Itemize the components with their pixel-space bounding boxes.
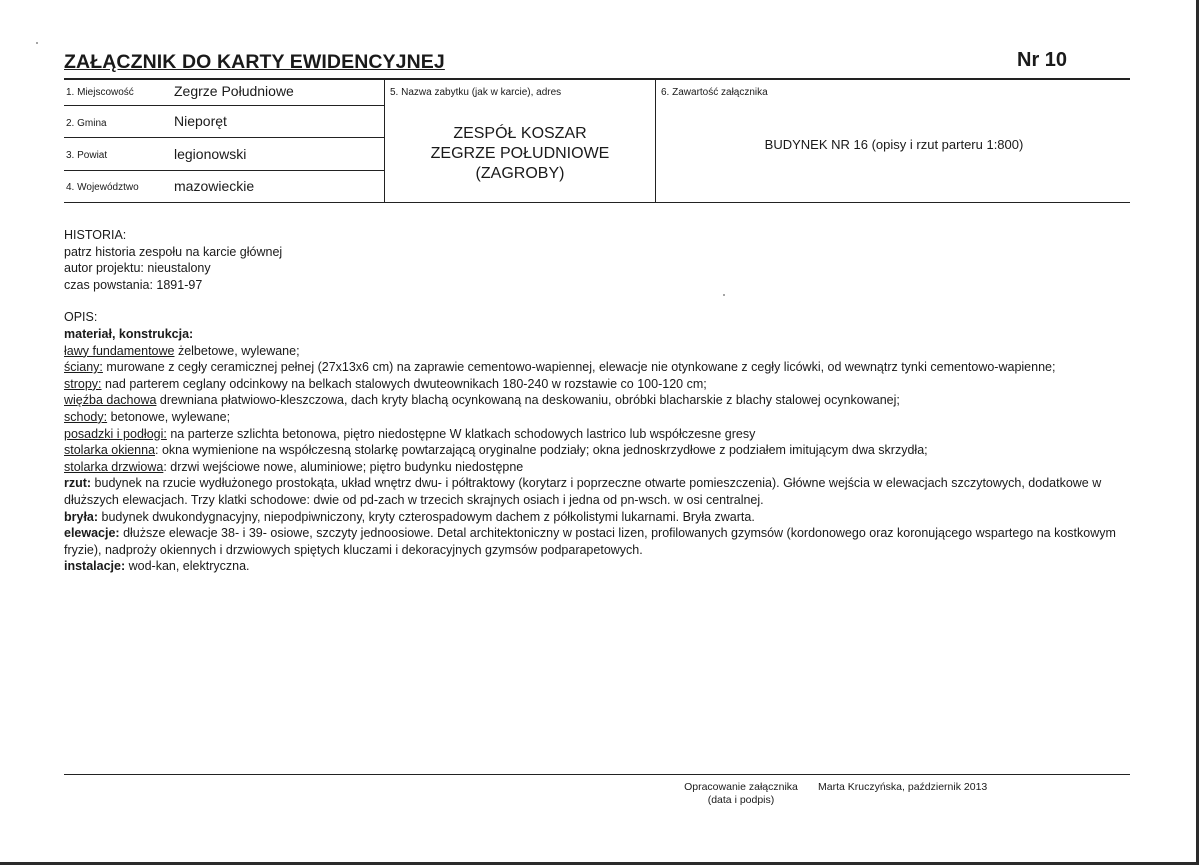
miejscowosc-label: 1. Miejscowość — [66, 87, 134, 98]
opis-item — [64, 409, 1124, 426]
row-rule-1 — [64, 105, 384, 106]
opis-item — [64, 459, 1124, 476]
opis-item — [64, 376, 1124, 393]
opis-item-term: stropy: — [64, 376, 102, 391]
opis-item-term: stolarka drzwiowa — [64, 459, 164, 474]
opis-section-term: elewacje: — [64, 526, 120, 541]
opis-item-text: : okna wymienione na współczesną stolarkę powtarzającą oryginalne podziały; okna jednoskrzydłowe z podziałem imitującym dwa skrzydła; — [155, 443, 928, 458]
opis-section-text: wod-kan, elektryczna. — [125, 559, 250, 574]
opis-item-term: posadzki i podłogi: — [64, 426, 167, 441]
opis-item-text: : drzwi wejściowe nowe, aluminiowe; piętro budynku niedostępne — [163, 459, 524, 474]
footer-prepared-line-1: Opracowanie załącznika — [684, 781, 798, 793]
opis-item — [64, 392, 1124, 409]
powiat-value: legionowski — [174, 146, 247, 162]
historia-line-1: patrz historia zespołu na karcie głównej — [64, 244, 283, 259]
opis-item-term: stolarka okienna — [64, 443, 156, 458]
opis-item-text: murowane z cegły ceramicznej pełnej (27x13x6 cm) na zaprawie cementowo-wapiennej, elewacje nie otynkowane z cegły licówki, od wewnątrz tynki cementowo-wapienne; — [102, 360, 1056, 375]
opis-section-text: budynek na rzucie wydłużonego prostokąta, układ wnętrz dwu- i półtraktowy (korytarz i poprzeczne otwarte pomieszczenia). Główne wejścia w elewacjach szczytowych, dodatkowe w dłuższych elewacjach. Trzy klatki schodowe: dwie od pd-zach w trzecich skrajnych osiach i jedna od pn-wsch. w osi centralnej. — [64, 476, 1102, 507]
historia-heading: HISTORIA: — [64, 228, 127, 242]
row-rule-3 — [64, 170, 384, 171]
gmina-label: 2. Gmina — [66, 118, 107, 129]
opis-item-term: więźba dachowa — [64, 393, 157, 408]
opis-item — [64, 426, 1124, 443]
opis-section-term: instalacje: — [64, 559, 126, 574]
powiat-label: 3. Powiat — [66, 150, 108, 161]
opis-section — [64, 558, 1124, 575]
table-bottom-rule — [64, 202, 1130, 203]
opis-item-text: betonowe, wylewane; — [107, 409, 231, 424]
miejscowosc-value: Zegrze Południowe — [174, 83, 294, 99]
footer-prepared-line-2: (data i podpis) — [707, 794, 775, 806]
opis-item-text: żelbetowe, wylewane; — [174, 343, 300, 358]
opis-item — [64, 343, 1124, 360]
table-top-rule — [64, 78, 1130, 80]
zawartosc-value: BUDYNEK NR 16 (opisy i rzut parteru 1:800) — [764, 137, 1024, 152]
opis-item-term: schody: — [64, 409, 108, 424]
scan-speck — [36, 42, 38, 44]
opis-item-text: drewniana płatwiowo-kleszczowa, dach kryty blachą ocynkowaną na deskowaniu, obróbki blacharskie z blachy stalowej ocynkowanej; — [156, 393, 900, 408]
opis-section-term: bryła: — [64, 509, 99, 524]
opis-section — [64, 525, 1124, 558]
nazwa-line-2: ZEGRZE POŁUDNIOWE — [430, 145, 610, 162]
nazwa-line-3: (ZAGROBY) — [475, 165, 565, 182]
footer-author: Marta Kruczyńska, październik 2013 — [818, 781, 988, 793]
scan-speck — [723, 294, 725, 296]
opis-section-text: dłuższe elewacje 38- i 39- osiowe, szczyty jednoosiowe. Detal architektoniczny w postaci lizen, profilowanych gzymsów (kordonowego oraz koronującego wspartego na kostkowym fryzie), nadproży okiennych i drzwiowych spiętych kluczami i dekoracyjnych gzymsów podparapetowych. — [64, 526, 1116, 557]
opis-section-text: budynek dwukondygnacyjny, niepodpiwniczony, kryty czterospadowym dachem z półkolistymi lukarnami. Bryła zwarta. — [98, 509, 755, 524]
opis-item-text: na parterze szlichta betonowa, piętro niedostępne W klatkach schodowych lastrico lub współczesne gresy — [166, 426, 756, 441]
row-rule-2 — [64, 137, 384, 138]
nazwa-label: 5. Nazwa zabytku (jak w karcie), adres — [390, 87, 562, 98]
opis-item-text: nad parterem ceglany odcinkowy na belkach stalowych dwuteownikach 180-240 w rozstawie co 100-120 cm; — [101, 376, 707, 391]
opis-section — [64, 475, 1124, 508]
opis-section-term: rzut: — [64, 476, 92, 491]
opis-item — [64, 442, 1124, 459]
opis-item-term: ściany: — [64, 360, 103, 375]
opis-heading: OPIS: — [64, 310, 98, 325]
gmina-value: Nieporęt — [174, 113, 227, 129]
nazwa-line-1: ZESPÓŁ KOSZAR — [453, 125, 587, 142]
nazwa-value — [384, 124, 656, 184]
document-body — [64, 227, 1124, 575]
opis-subheading: materiał, konstrukcja: — [64, 326, 194, 341]
historia-line-3: czas powstania: 1891-97 — [64, 277, 203, 292]
wojewodztwo-value: mazowieckie — [174, 178, 255, 194]
historia-line-2: autor projektu: nieustalony — [64, 261, 211, 276]
opis-section — [64, 509, 1124, 526]
opis-item — [64, 359, 1124, 376]
opis-item-term: ławy fundamentowe — [64, 343, 175, 358]
document-number: Nr 10 — [1017, 49, 1068, 71]
footer-rule — [64, 774, 1130, 775]
footer-prepared-label — [666, 781, 816, 807]
zawartosc-label: 6. Zawartość załącznika — [661, 87, 768, 98]
wojewodztwo-label: 4. Województwo — [66, 182, 139, 193]
document-title: ZAŁĄCZNIK DO KARTY EWIDENCYJNEJ — [64, 51, 445, 73]
